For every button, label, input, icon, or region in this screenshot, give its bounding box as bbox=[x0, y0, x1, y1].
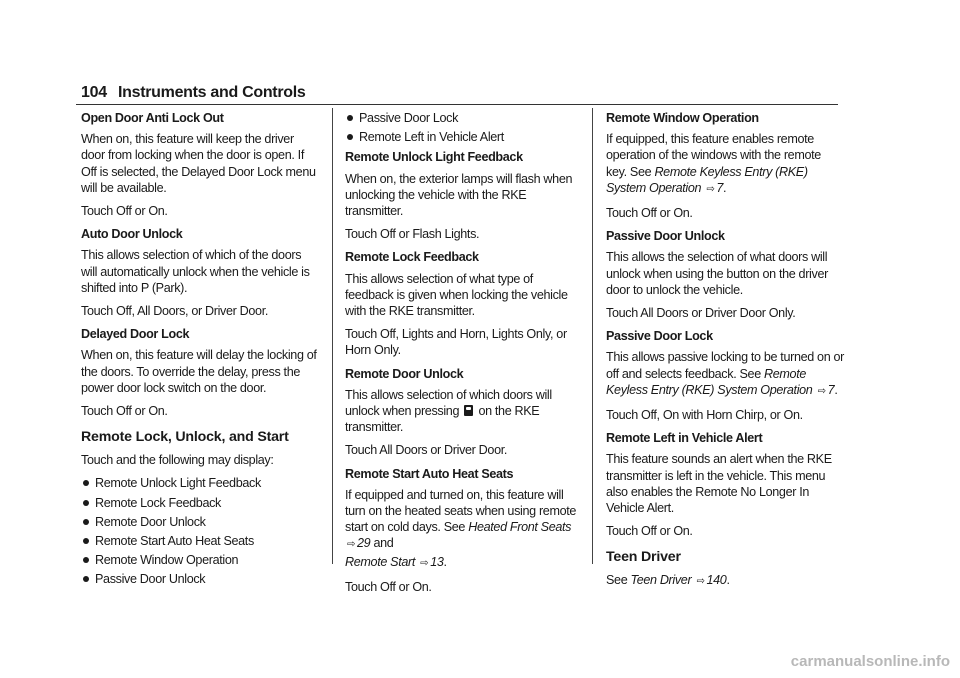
bullet-list bbox=[81, 475, 319, 587]
cross-reference-link[interactable]: Remote Start bbox=[345, 554, 415, 569]
bullet-icon bbox=[83, 500, 89, 506]
list-item-label: Remote Window Operation bbox=[95, 553, 239, 568]
text-span: This allows passive locking to be turned on or off and selects feedback. See bbox=[606, 350, 845, 381]
paragraph: Touch Off, Lights and Horn, Lights Only, or Horn Only. bbox=[345, 327, 567, 358]
section-title: Instruments and Controls bbox=[118, 84, 306, 101]
page-header bbox=[76, 82, 838, 105]
list-item bbox=[81, 495, 319, 511]
paragraph: When on, this feature will delay the locking of the doors. To override the delay, press the power door lock switch on the door. bbox=[81, 348, 317, 395]
paragraph: Touch All Doors or Driver Door. bbox=[345, 443, 508, 458]
bullet-icon bbox=[83, 576, 89, 582]
list-item-label: Remote Start Auto Heat Seats bbox=[95, 534, 254, 549]
text-span: and bbox=[373, 536, 394, 551]
bullet-icon bbox=[83, 519, 89, 525]
paragraph: This allows selection of which of the doors will automatically unlock when the vehicle is shifted into P (Park). bbox=[81, 248, 310, 295]
paragraph: This feature sounds an alert when the RKE transmitter is left in the vehicle. This menu also enables the Remote No Longer In Vehicle Alert. bbox=[606, 452, 832, 516]
column-divider bbox=[592, 108, 593, 564]
paragraph: Touch All Doors or Driver Door Only. bbox=[606, 306, 796, 321]
page-arrow-icon: ⇨ bbox=[696, 576, 705, 588]
heading-remote-unlock-light-feedback: Remote Unlock Light Feedback bbox=[345, 150, 523, 165]
cross-reference-link[interactable]: Remote Keyless Entry (RKE) System Operation bbox=[606, 164, 808, 195]
cross-reference-link[interactable]: Remote Keyless Entry (RKE) System Operation bbox=[606, 366, 813, 397]
bullet-icon bbox=[83, 538, 89, 544]
bullet-icon bbox=[83, 480, 89, 486]
cross-reference-link[interactable]: Heated Front Seats bbox=[468, 520, 572, 535]
heading-remote-start-auto-heat-seats: Remote Start Auto Heat Seats bbox=[345, 466, 514, 481]
page-arrow-icon: ⇨ bbox=[420, 557, 429, 569]
list-item bbox=[345, 129, 583, 145]
list-item-label: Remote Lock Feedback bbox=[95, 495, 222, 510]
list-item bbox=[81, 533, 319, 549]
list-item-label: Remote Door Unlock bbox=[95, 514, 206, 529]
bullet-icon bbox=[347, 115, 353, 121]
heading-remote-window-operation: Remote Window Operation bbox=[606, 111, 759, 125]
heading-delayed-door-lock: Delayed Door Lock bbox=[81, 327, 190, 342]
heading-teen-driver: Teen Driver bbox=[606, 549, 681, 566]
paragraph: Touch Off or On. bbox=[345, 579, 432, 594]
list-item-label: Remote Left in Vehicle Alert bbox=[359, 130, 504, 145]
cross-reference-link[interactable]: Teen Driver bbox=[630, 573, 692, 588]
page-arrow-icon: ⇨ bbox=[817, 385, 826, 397]
paragraph: This allows passive locking to be turned on or off and selects feedback. See Remote Keyless Entry (RKE) System Operation ⇨ 7. bbox=[606, 350, 845, 397]
paragraph: Touch Off or On. bbox=[606, 206, 693, 221]
page-reference[interactable]: 13 bbox=[430, 554, 444, 569]
list-item bbox=[81, 514, 319, 530]
list-item bbox=[81, 571, 319, 587]
heading-passive-door-unlock: Passive Door Unlock bbox=[606, 229, 725, 244]
paragraph: This allows the selection of what doors will unlock when using the button on the driver door to unlock the vehicle. bbox=[606, 250, 828, 297]
column-3 bbox=[606, 110, 844, 598]
page-reference[interactable]: 140 bbox=[706, 573, 727, 588]
heading-auto-door-unlock: Auto Door Unlock bbox=[81, 227, 183, 242]
list-item bbox=[81, 475, 319, 491]
page-number: 104 bbox=[81, 84, 107, 101]
paragraph: When on, the exterior lamps will flash when unlocking the vehicle with the RKE transmitter. bbox=[345, 171, 573, 219]
list-item-label: Passive Door Lock bbox=[359, 111, 459, 125]
column-2 bbox=[345, 110, 583, 602]
paragraph: If equipped and turned on, this feature will turn on the heated seats when using remote start on cold days. See Heated Front Seats ⇨ 29 and Remote Start ⇨ 13. bbox=[345, 487, 577, 569]
heading-remote-lock-feedback: Remote Lock Feedback bbox=[345, 250, 479, 265]
page-arrow-icon: ⇨ bbox=[347, 539, 356, 551]
list-item-label: Passive Door Unlock bbox=[95, 572, 206, 587]
watermark: carmanualsonline.info bbox=[790, 653, 950, 670]
page-reference[interactable]: 7 bbox=[716, 180, 724, 195]
paragraph: Touch Off or On. bbox=[81, 204, 168, 219]
heading-remote-left-in-vehicle-alert: Remote Left in Vehicle Alert bbox=[606, 431, 763, 446]
paragraph: Touch Off or On. bbox=[606, 524, 693, 539]
paragraph bbox=[345, 387, 583, 436]
page-arrow-icon: ⇨ bbox=[706, 183, 715, 195]
list-item bbox=[345, 110, 583, 126]
paragraph: See Teen Driver ⇨ 140. bbox=[606, 573, 730, 588]
heading-passive-door-lock: Passive Door Lock bbox=[606, 329, 713, 344]
bullet-icon bbox=[347, 134, 353, 140]
paragraph: Touch Off or On. bbox=[81, 404, 168, 419]
heading-remote-lock-unlock-start: Remote Lock, Unlock, and Start bbox=[81, 429, 289, 446]
text-span: If equipped, this feature enables remote operation of the windows with the remote key. See bbox=[606, 132, 821, 179]
heading-remote-door-unlock: Remote Door Unlock bbox=[345, 366, 464, 381]
paragraph: Touch Off, On with Horn Chirp, or On. bbox=[606, 408, 803, 423]
column-divider bbox=[332, 108, 333, 564]
paragraph: Touch and the following may display: bbox=[81, 453, 274, 468]
column-1 bbox=[81, 110, 319, 592]
paragraph: Touch Off, All Doors, or Driver Door. bbox=[81, 304, 268, 319]
list-item-label: Remote Unlock Light Feedback bbox=[95, 476, 261, 491]
key-fob-unlock-icon bbox=[464, 405, 473, 416]
list-item bbox=[81, 552, 319, 568]
text-span: on the RKE transmitter. bbox=[345, 404, 540, 435]
paragraph: This allows selection of what type of feedback is given when locking the vehicle with the RKE transmitter. bbox=[345, 271, 568, 319]
text-span: This allows selection of which doors will unlock when pressing bbox=[345, 387, 552, 419]
text-span: See bbox=[606, 573, 628, 588]
paragraph: Touch Off or Flash Lights. bbox=[345, 227, 480, 242]
paragraph: When on, this feature will keep the driver door from locking when the door is open. If Off is selected, the Delayed Door Lock menu will be available. bbox=[81, 132, 316, 195]
bullet-icon bbox=[83, 557, 89, 563]
bullet-list bbox=[345, 110, 583, 145]
page-reference[interactable]: 7 bbox=[827, 382, 835, 397]
page-reference[interactable]: 29 bbox=[357, 536, 371, 551]
heading-open-door-anti-lock-out: Open Door Anti Lock Out bbox=[81, 111, 224, 125]
text-span: If equipped and turned on, this feature will turn on the heated seats when using remote start on cold days. See bbox=[345, 487, 577, 535]
paragraph: If equipped, this feature enables remote operation of the windows with the remote key. See Remote Keyless Entry (RKE) System Operation ⇨ 7. bbox=[606, 132, 821, 195]
